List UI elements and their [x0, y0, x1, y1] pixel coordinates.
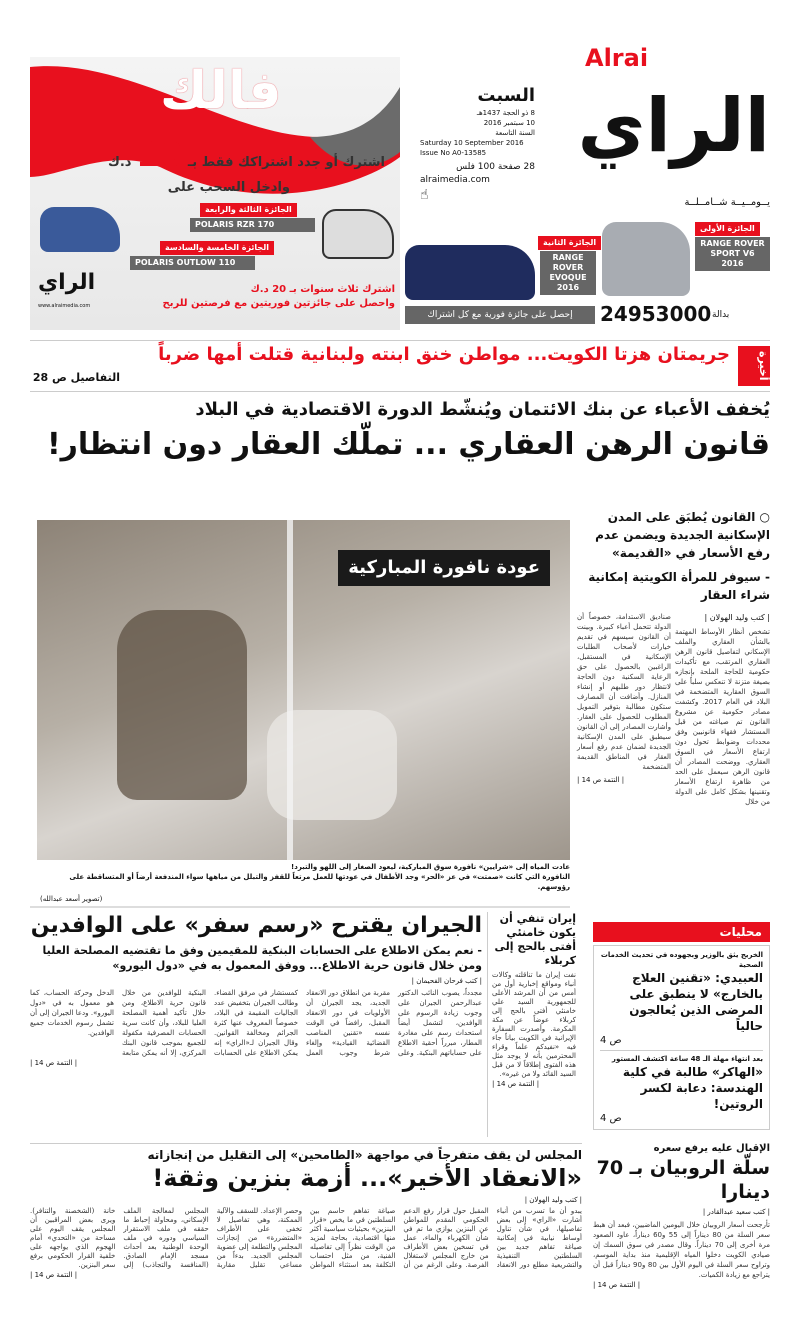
fountain-photo: [37, 520, 570, 860]
prize-rank-2: الجائزة الثانية: [538, 236, 601, 250]
lead-bullets: ○ القانون يُطبَق على المدن الإسكانية الجديدة ويضمن عدم رفع الأسعار في «القديمة» - سيوفر للمرأة الكويتية إمكانية شراء العقار: [588, 510, 770, 602]
prize-name-3: POLARIS RZR 170: [190, 218, 315, 232]
second-byline: | كتب فرحان الفحيمان |: [411, 977, 482, 985]
bottom-more[interactable]: | التتمة ص 14 |: [30, 1271, 78, 1279]
bullet-circle-icon: ○: [755, 510, 770, 524]
lead-side-column: [577, 508, 770, 807]
prize-name-5: POLARIS OUTLOW 110: [130, 256, 255, 270]
lead-kicker: يُخفف الأعباء عن بنك الائتمان ويُنشّط الدورة الاقتصادية في البلاد: [195, 399, 770, 420]
prize-rank-3: الجائزة الثالثة والرابعة: [200, 203, 297, 217]
section-local-header[interactable]: محليات: [593, 922, 770, 942]
second-subheads: - نعم يمكن الاطلاع على الحسابات البنكية للمقيمين وفق ما تقتضيه المصلحة العليا ومن خلال قانون حرية الاطلاع... ووفق المعمول به في «دول اليورو»: [42, 944, 482, 972]
ad-price-line: اشترك أو جدد اشتراكك فقط بـ 10 د.ك: [107, 135, 385, 175]
shrimp-kicker: الإقبال عليه يرفع سعره: [653, 1143, 770, 1154]
ad-draw-text: وادخل السحب على: [167, 180, 290, 195]
iran-story: [492, 912, 576, 1089]
breaking-headline: جريمتان هزتا الكويت... مواطن خنق ابنته ولبنانية قتلت أمها ضرباً: [158, 344, 730, 365]
range-rover-sport-image: [602, 222, 690, 296]
bottom-story: [30, 1143, 582, 1280]
second-story: [30, 912, 482, 1068]
second-text: مجدداً، يصوب النائب الدكتور عبدالرحمن الجيران على وجوب زيادة الرسوم على الوافدين، لتشمل أيضاً استحداث رسم على مغادرة المطار، مبرراً أحقية الاطلاع على حساباتهم البنكية. وعلى مقربة من انطلاق دور الانعقاد الجديد، يجد الجيران أن الأولويات في دور الانعقاد المقبل، رافضاً في الوقت نفسه «تقنين المناصب القضائية القيادية» وإلغاء شرط وجوب العمل كمستشار في مرفق القضاء. وطالب الجيران بتخفيض عدد الجاليات المقيمة في البلاد، خصوصاً المعروف عنها كثرة الجرائم ومخالفة القوانين. وقال الجيران لـ«الراي» إنه يمكن الاطلاع على الحسابات البنكية للوافدين من خلال قانون حرية الاطلاع، ومن خلال تأكيد أهمية المصلحة العليا للبلاد، وأن كانت سرية الحسابات المصرفية مكفولة للجميع بموجب قانون البنك المركزي، إلا أنه يمكن متابعة الدخل وحركة الحساب، كما هو معمول به في «دول اليورو». ودعا الجيران إلى أن تشمل رسوم الخدمات جميع الوافدين.: [30, 989, 482, 1057]
prize-name-2: RANGE ROVER EVOQUE 2016: [540, 251, 596, 295]
date-block: السبت 8 ذو الحجة 1437هـ 10 سبتمبر 2016 السنة التاسعة Saturday 10 September 2016 Issue No A0-13585 28 صفحة 100 فلس alraimedia.com ☝: [420, 85, 535, 203]
lead-text-col2: صناديق الاستدامة، خصوصاً أن الدولة تتحمل أعباء كبيرة. وبينت أن القانون سيسهم في تقديم خيارات لأصحاب الطلبات الإسكانية في المستقبل، الراغبين بالحصول على حق الرعاية السكنية دون الحاجة لانتظار دور طلبهم أو إنشاء المنازل. وأضافت أن المصارف ستكون مطالبة بتوفير التمويل المطلوب للحصول على العقار. وأشارت المصادر إلى أن القانون سيطبق على المدن الإسكانية الجديدة لضمان عدم رفع أسعار العقار في المناطق القديمة المتضخمة: [577, 613, 671, 771]
prize-rank-1: الجائزة الأولى: [695, 222, 760, 236]
bottom-headline[interactable]: «الانعقاد الأخير»... أزمة بنزين وثقة!: [152, 1164, 582, 1192]
evoque-image: [405, 245, 535, 300]
prize-name-1: RANGE ROVER SPORT V6 2016: [695, 237, 770, 271]
subscription-ad[interactable]: [30, 57, 400, 330]
iran-more[interactable]: | التتمة ص 14 |: [492, 1080, 540, 1088]
breaking-label: أخيرة: [738, 346, 770, 386]
iran-kicker[interactable]: إيران تنفي أن يكون خامنئي أفتى بالحج إلى كربلاء: [494, 912, 576, 967]
lead-more[interactable]: | التتمة ص 14 |: [577, 776, 625, 784]
phone-label: بدالة: [712, 310, 730, 320]
shrimp-byline: | كتب سعيد عبدالقادر |: [702, 1208, 770, 1216]
local-item1-headline[interactable]: العبيدي: «تقنين العلاج بالخارج» لا ينطبق على المرضى الذين يُعالجون حالياً: [629, 971, 763, 1033]
local-box: الخريج يثق بالوزير وبجهوده في تحديث الخدمات الصحية العبيدي: «تقنين العلاج بالخارج» لا ينطبق على المرضى الذين يُعالجون حالياً ص 4 بعد انتهاء مهلة الـ 48 ساعة اكتشف المستور «الهاكر» طالبة في كلية الهندسة: دعابة لكسر الروتين! ص 4: [593, 945, 770, 1130]
breaking-details: التفاصيل ص 28: [32, 371, 120, 384]
second-headline[interactable]: الجيران يقترح «رسم سفر» على الوافدين: [30, 913, 482, 938]
shrimp-text: تأرجحت أسعار الروبيان خلال اليومين الماضيين، فبعد أن هبط سعر السلة من 80 ديناراً إلى 55 و60 ديناراً، عاود الصعود مرة أخرى إلى 70 ديناراً. وقال مصدر في سوق السمك إن صيادي الكويت دخلوا المياه الإقليمية منذ بداية الموسم، وتراوح سعر السلة في اليوم الأول بين 80 و90 ديناراً قبل أن يتراجع مع زيادة الكميات.: [593, 1221, 771, 1279]
photo-credit: (تصوير أسعد عبدالله): [40, 895, 103, 903]
lead-byline: | كتب وليد الهولان |: [704, 613, 770, 622]
photo-title: عودة نافورة المباركية: [338, 550, 550, 586]
ad-title: فالك: [160, 61, 282, 121]
lead-text-col1: تشخص أنظار الأوساط المهتمة بالشأن العقاري والملف الإسكاني لتفاصيل قانون الرهن العقاري المرتقب، مع تأكيدات حكومية للحاجة الملحة بإنجازه بصيغة متزنة لا تنعكس سلباً على السوق العقارية المتضخمة في البلاد في العام 2017. وكشفت مصادر حكومية عن مشروع القانون تم صياغته من قبل المستشار فقهاء قانونيين وفق محددات وضوابط تحول دون ارتفاع الأسعار في السوق العقاري. ووضحت المصادر أن قانون الرهن سيعمل على الحد من ظاهرة ارتفاع الأسعار وتقنينها بشكل كامل على الدولة من خلال: [675, 628, 770, 806]
shrimp-more[interactable]: | التتمة ص 14 |: [593, 1281, 641, 1289]
ad-mini-logo: الراي: [38, 270, 96, 295]
bottom-text: يبدو أن ما تسرب من أنباء أشارت «الراي» إلى بعض تفاصيلها، في شأن تناول أوساط نيابية في إمكانية صياغة تفاهم جديد بين السلطتين التنفيذية والتشريعية مطلع دور الانعقاد المقبل حول قرار رفع الدعم الحكومي المقدم للمواطن عن البنزين يوازي ما تم في شأن الكهرباء والماء، عمل في تسخين بعض الأطراف من خارج المجلس لاستغلال الفرصة. وعلى الرغم من أن صياغة تفاهم حاسم بين السلطتين في ما يخص «قرار البنزين» بحيثيات سياسية أكثر منها اقتصادية، بحاجة لمزيد من الوقت نظراً إلى تفاصيله الفنية، من مثل احتساب التكلفة بعد استثناء المواطن وحصر الإعداد. للسقف والآلية الممكنة، وهي تفاصيل لا تخفى على الأطراف «المتضررة» من إنجازات المجلس والتطلعة إلى عضوية المجلس الجديد. بدءاً من مساعي تقليل مقاربة المجلس لمعالجة الملف الإسكاني، ومحاولة إحباط ما حققه في ملف الاستقرار السياسي ودوره في ملف الوحدة الوطنية بعد أحداث مسجد الإمام الصادق. (المنافسة والتجاذب) إلى خانة (الشخصنة والتنافر). ويرى بعض المراقبين أن المجلس يقف اليوم على مساحة من «التحدي» أمام الهجوم الذي يواجهه على خلفية القرار الحكومي برفع سعر البنزين.: [30, 1207, 582, 1269]
phone-number: 24953000: [600, 302, 712, 326]
prize-rank-5: الجائزة الخامسة والسادسة: [160, 241, 274, 255]
iran-text: نفت إيران ما تناقلته وكالات أنباء ومواقع إخبارية أول من أمس من أن المرشد الأعلى للجمهورية السيد علي خامنئي أفتى بالحج إلى كربلاء عوضاً عن مكة المكرمة. وأصدرت السفارة الإيرانية في الكويت بياناً جاء فيه «نفيدكم علماً وقراء المحترمين بأنه لا يوجد مثل هذه الفتوى إطلاقاً لا من قبل السيد القائد ولا من غيره».: [492, 971, 576, 1078]
ad-instant-prize: إحصل على جائزة فورية مع كل اشتراك: [405, 306, 595, 324]
local-item2-headline[interactable]: «الهاكر» طالبة في كلية الهندسة: دعابة لكسر الروتين!: [622, 1065, 763, 1111]
lead-headline[interactable]: قانون الرهن العقاري ... تملّك العقار دون انتظار!: [46, 427, 770, 462]
breaking-news-bar[interactable]: [30, 340, 770, 392]
shrimp-headline[interactable]: سلّة الروبيان بـ 70 دينارا: [596, 1157, 770, 1203]
tagline: يــومــيــة شــامــلــة: [684, 197, 770, 208]
bottom-byline: | كتب وليد الهولان |: [524, 1196, 582, 1204]
ad-three-years: اشترك ثلاث سنوات بـ 20 د.ك واحصل على جائزتين فوريتين مع فرصتين للربح: [162, 284, 395, 309]
right-column: [593, 922, 770, 1290]
photo-caption: عادت المياه إلى «شرايين» نافورة سوق المباركية، ليعود الصغار إلى اللهو والتبرد! النافورة التي كانت «صمتت» في عز «الحر» وجد الأطفال في عودتها للعمل مرتعاً للقفز والتبلل من مياهها سواء المندفعة أرضاً أو المتساقطة على رؤوسهم.: [69, 863, 570, 891]
pointer-hand-icon: ☝: [420, 187, 429, 203]
utv-image: [322, 209, 394, 259]
alrai-logo: Alrai الراي: [577, 44, 770, 169]
second-more[interactable]: | التتمة ص 14 |: [30, 1059, 78, 1067]
website-link[interactable]: alraimedia.com: [420, 175, 490, 185]
column-divider: [487, 912, 488, 1137]
bottom-kicker: المجلس لن يقف متفرجاً في مواجهة «الطامحين» إلى التقليل من إنجازاته: [147, 1148, 582, 1162]
ad-mini-site: www.alraimedia.com: [38, 303, 91, 309]
atv-image: [40, 207, 120, 252]
divider: [30, 906, 570, 908]
